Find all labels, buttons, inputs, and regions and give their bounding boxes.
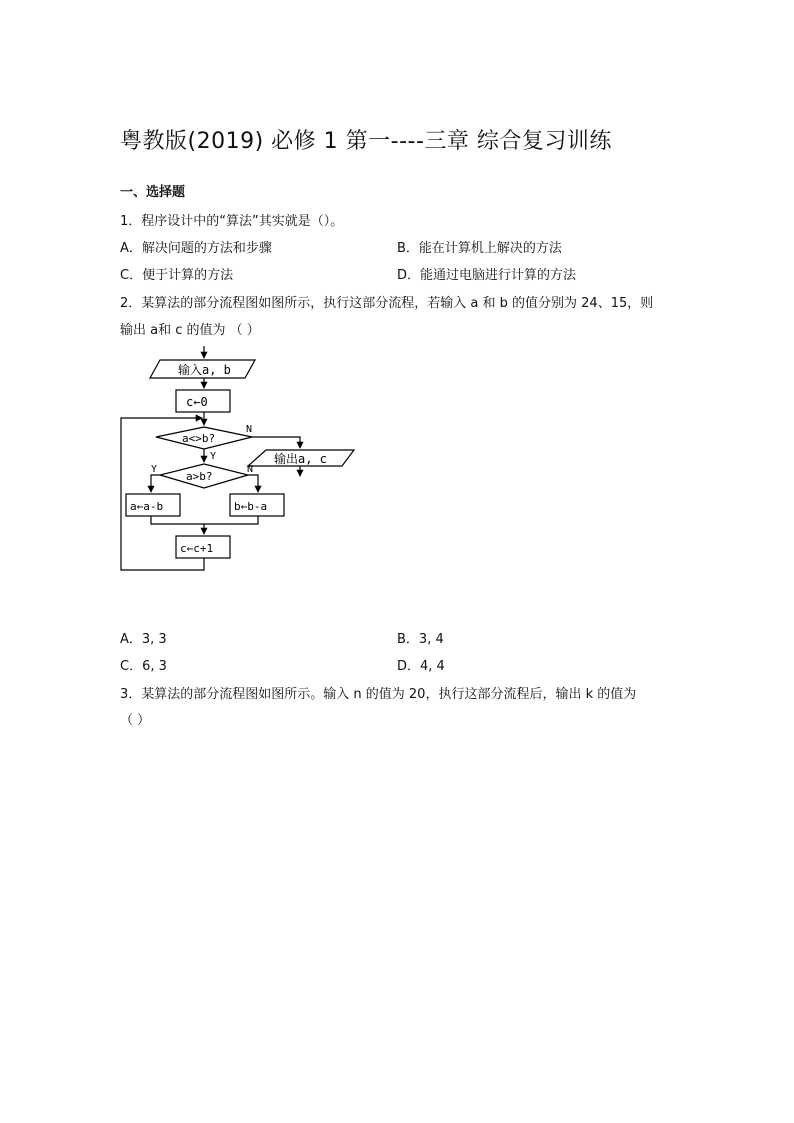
flowchart-cond1-label: a<>b? (182, 432, 216, 445)
flow-arrow-yes-2 (151, 475, 160, 492)
flowchart-cond2-label: a>b? (186, 470, 213, 483)
question-3-stem-line-1: 3．某算法的部分流程图如图所示。输入 n 的值为 20，执行这部分流程后，输出 k 的值为 (120, 687, 637, 702)
merge-line (151, 516, 258, 524)
question-3-stem-line-2: （ ） (120, 713, 151, 728)
page-title: 粤教版(2019) 必修 1 第一----三章 综合复习训练 (120, 129, 612, 154)
question-2-option-b: B．3, 4 (397, 632, 444, 647)
flow-arrow-no-2 (248, 475, 258, 492)
flowchart-assign-a-label: a←a-b (130, 500, 164, 513)
question-2-option-a: A．3, 3 (120, 632, 167, 647)
flowchart-increment-label: c←c+1 (180, 542, 214, 555)
question-1-option-b: B．能在计算机上解决的方法 (397, 241, 562, 256)
flowchart-assign-b-label: b←b-a (234, 500, 268, 513)
question-1-option-d: D．能通过电脑进行计算的方法 (397, 268, 577, 283)
flowchart-diagram (118, 344, 368, 576)
flowchart-input-label: 输入a, b (178, 363, 231, 377)
flowchart-label-n1: N (246, 424, 253, 435)
question-2-stem-line-2: 输出 a和 c 的值为 （ ） (120, 323, 260, 338)
flowchart-label-n2: N (247, 464, 254, 475)
flow-arrow-no-1 (252, 437, 300, 448)
section-heading: 一、选择题 (120, 185, 186, 200)
question-1-stem: 1．程序设计中的“算法”其实就是（）。 (120, 214, 344, 229)
flowchart-label-y2: Y (151, 464, 158, 475)
question-2-stem-line-1: 2．某算法的部分流程图如图所示，执行这部分流程，若输入 a 和 b 的值分别为 24、15，则 (120, 296, 654, 311)
flowchart-init-label: c←0 (186, 395, 208, 409)
flowchart-label-y1: Y (210, 451, 217, 462)
question-2-option-d: D．4, 4 (397, 659, 445, 674)
question-1-option-a: A．解决问题的方法和步骤 (120, 241, 272, 256)
flowchart-output-label: 输出a, c (274, 452, 327, 466)
question-1-option-c: C．便于计算的方法 (120, 268, 234, 283)
question-2-option-c: C．6, 3 (120, 659, 167, 674)
